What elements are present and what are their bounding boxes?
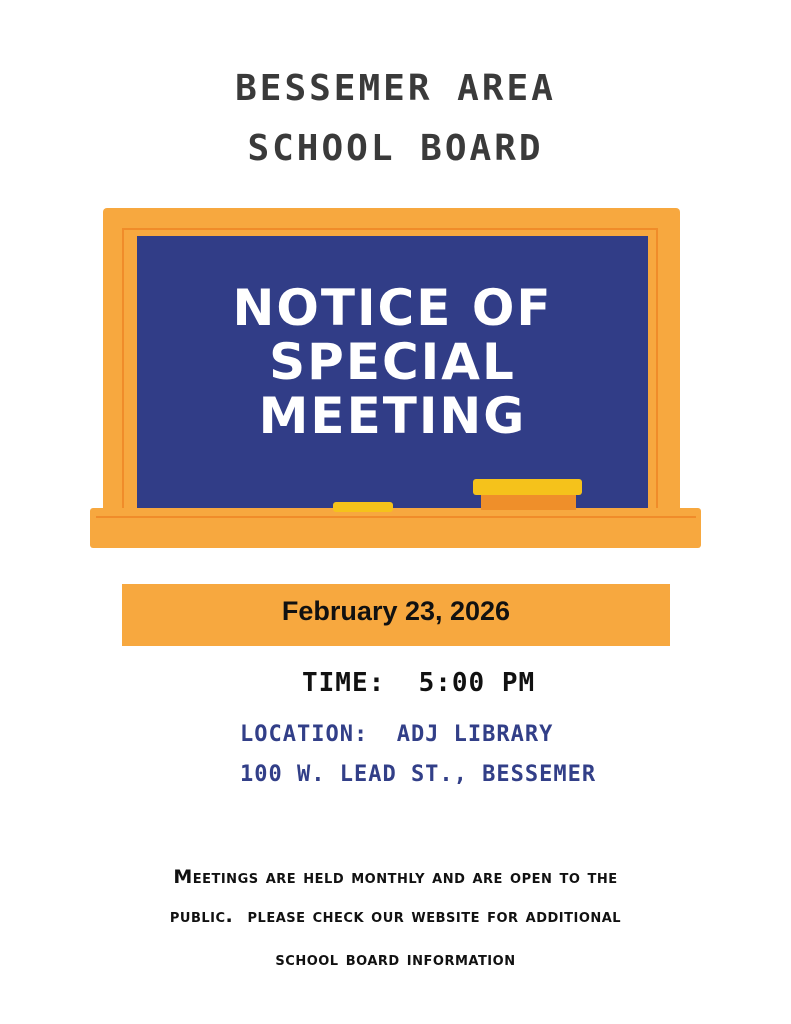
info-line-2: public. please check our website for additional: [169, 905, 622, 927]
chalk-stick: [333, 502, 393, 512]
header-line-1: BESSEMER AREA: [235, 68, 556, 109]
board-title-line-2: SPECIAL: [269, 333, 516, 391]
chalkboard-ledge: [90, 508, 701, 548]
meeting-location: LOCATION: ADJ LIBRARY: [240, 722, 554, 747]
board-title-line-1: NOTICE OF: [232, 279, 553, 337]
meeting-date: February 23, 2026: [281, 596, 511, 626]
board-title-line-3: MEETING: [258, 387, 527, 445]
chalkboard-ledge-trim: [96, 516, 696, 518]
meeting-time: TIME: 5:00 PM: [302, 668, 536, 698]
eraser-base: [481, 494, 576, 510]
info-line-1: Meetings are held monthly and are open to the: [173, 866, 618, 888]
header-line-2: SCHOOL BOARD: [247, 128, 544, 169]
info-line-3: school board information: [275, 948, 516, 970]
meeting-address: 100 W. LEAD ST., BESSEMER: [240, 762, 597, 787]
eraser-top: [473, 479, 582, 495]
